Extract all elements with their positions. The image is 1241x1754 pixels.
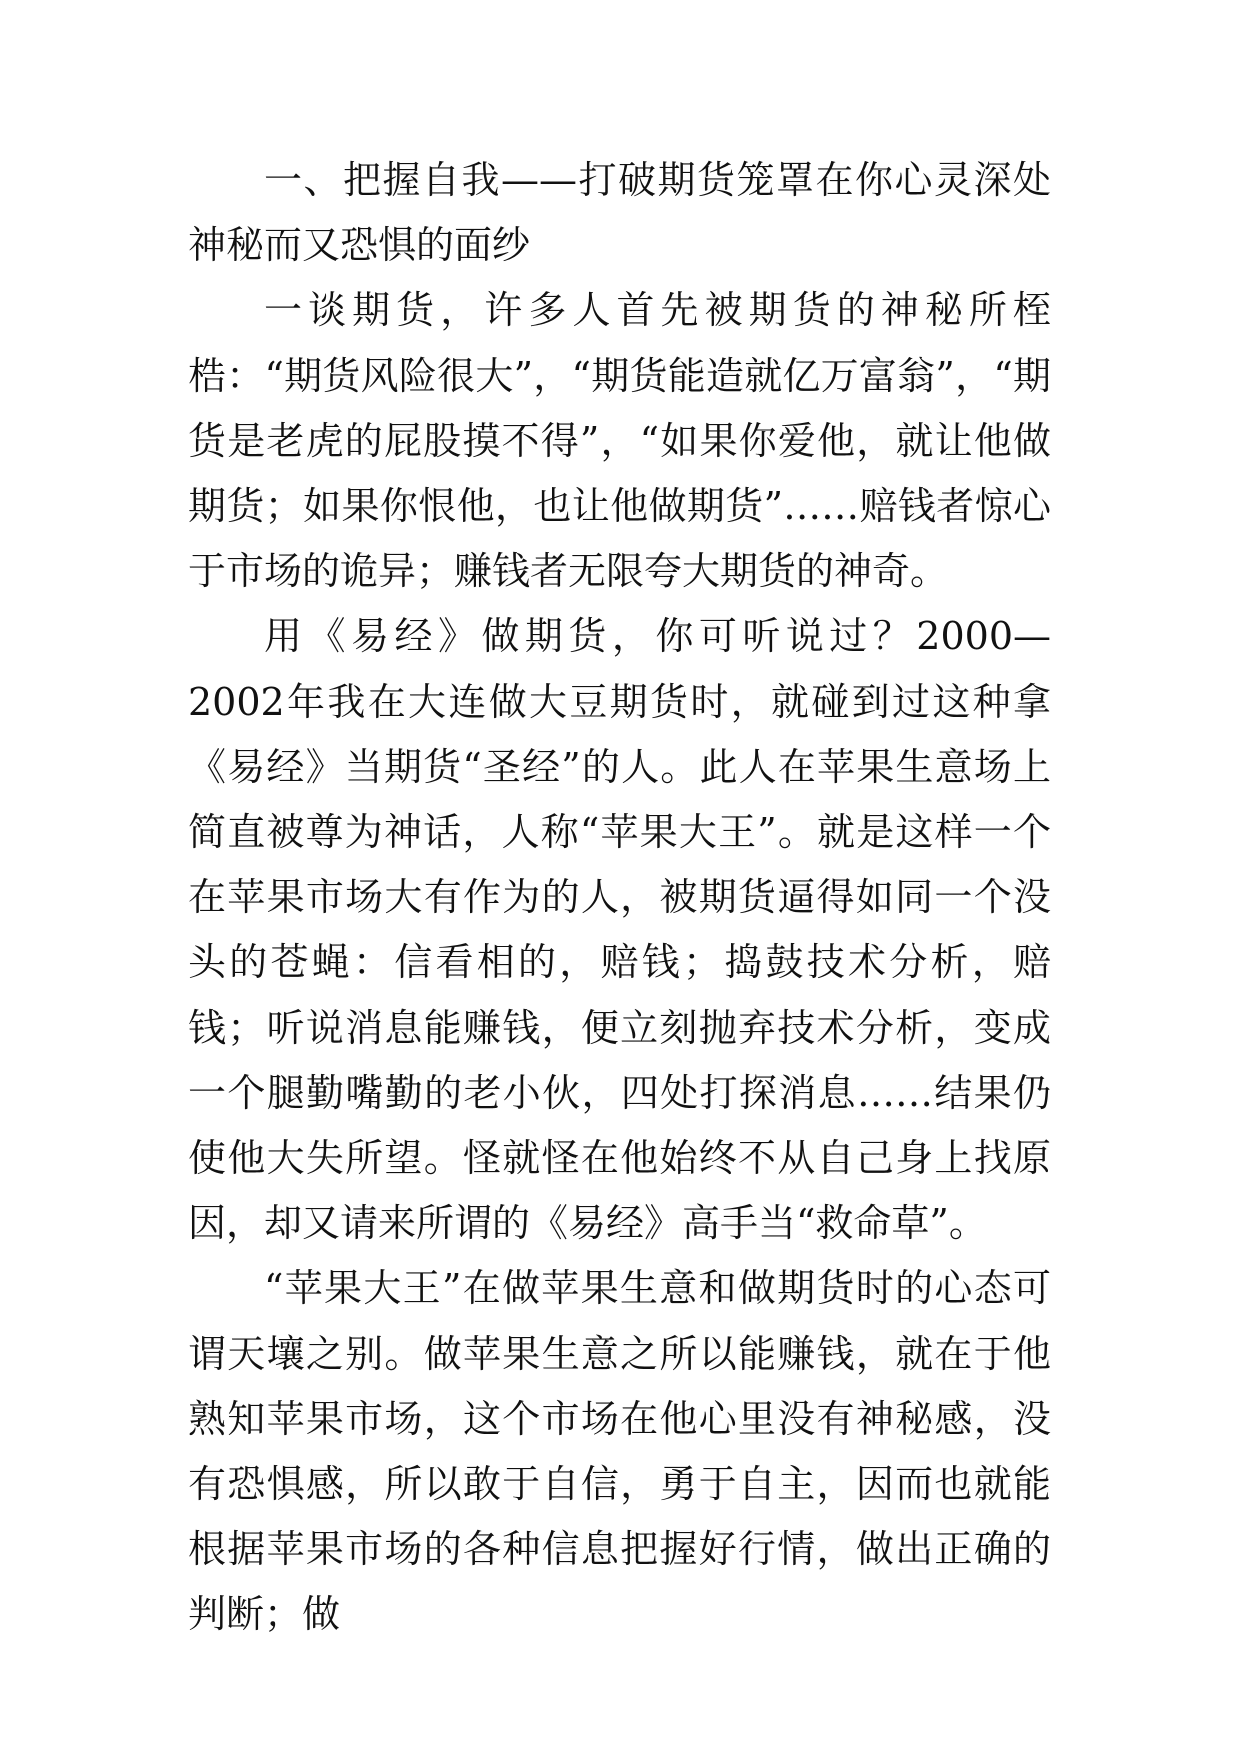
section-heading: 一、把握自我——打破期货笼罩在你心灵深处神秘而又恐惧的面纱 [188, 158, 1051, 268]
document-body [188, 148, 1051, 1648]
paragraph: 一谈期货，许多人首先被期货的神秘所桎梏：“期货风险很大”，“期货能造就亿万富翁”，“期货是老虎的屁股摸不得”，“如果你爱他，就让他做期货；如果你恨他，也让他做期货”……赔钱者惊心于市场的诡异；赚钱者无限夸大期货的神奇。 [188, 288, 1051, 594]
paragraph: 用《易经》做期货，你可听说过？2000—2002年我在大连做大豆期货时，就碰到过这种拿《易经》当期货“圣经”的人。此人在苹果生意场上简直被尊为神话，人称“苹果大王”。就是这样一个在苹果市场大有作为的人，被期货逼得如同一个没头的苍蝇：信看相的，赔钱；捣鼓技术分析，赔钱；听说消息能赚钱，便立刻抛弃技术分析，变成一个腿勤嘴勤的老小伙，四处打探消息……结果仍使他大失所望。怪就怪在他始终不从自己身上找原因，却又请来所谓的《易经》高手当“救命草”。 [188, 614, 1051, 1246]
paragraph: “苹果大王”在做苹果生意和做期货时的心态可谓天壤之别。做苹果生意之所以能赚钱，就在于他熟知苹果市场，这个市场在他心里没有神秘感，没有恐惧感，所以敢于自信，勇于自主，因而也就能根据苹果市场的各种信息把握好行情，做出正确的判断；做 [188, 1266, 1051, 1637]
